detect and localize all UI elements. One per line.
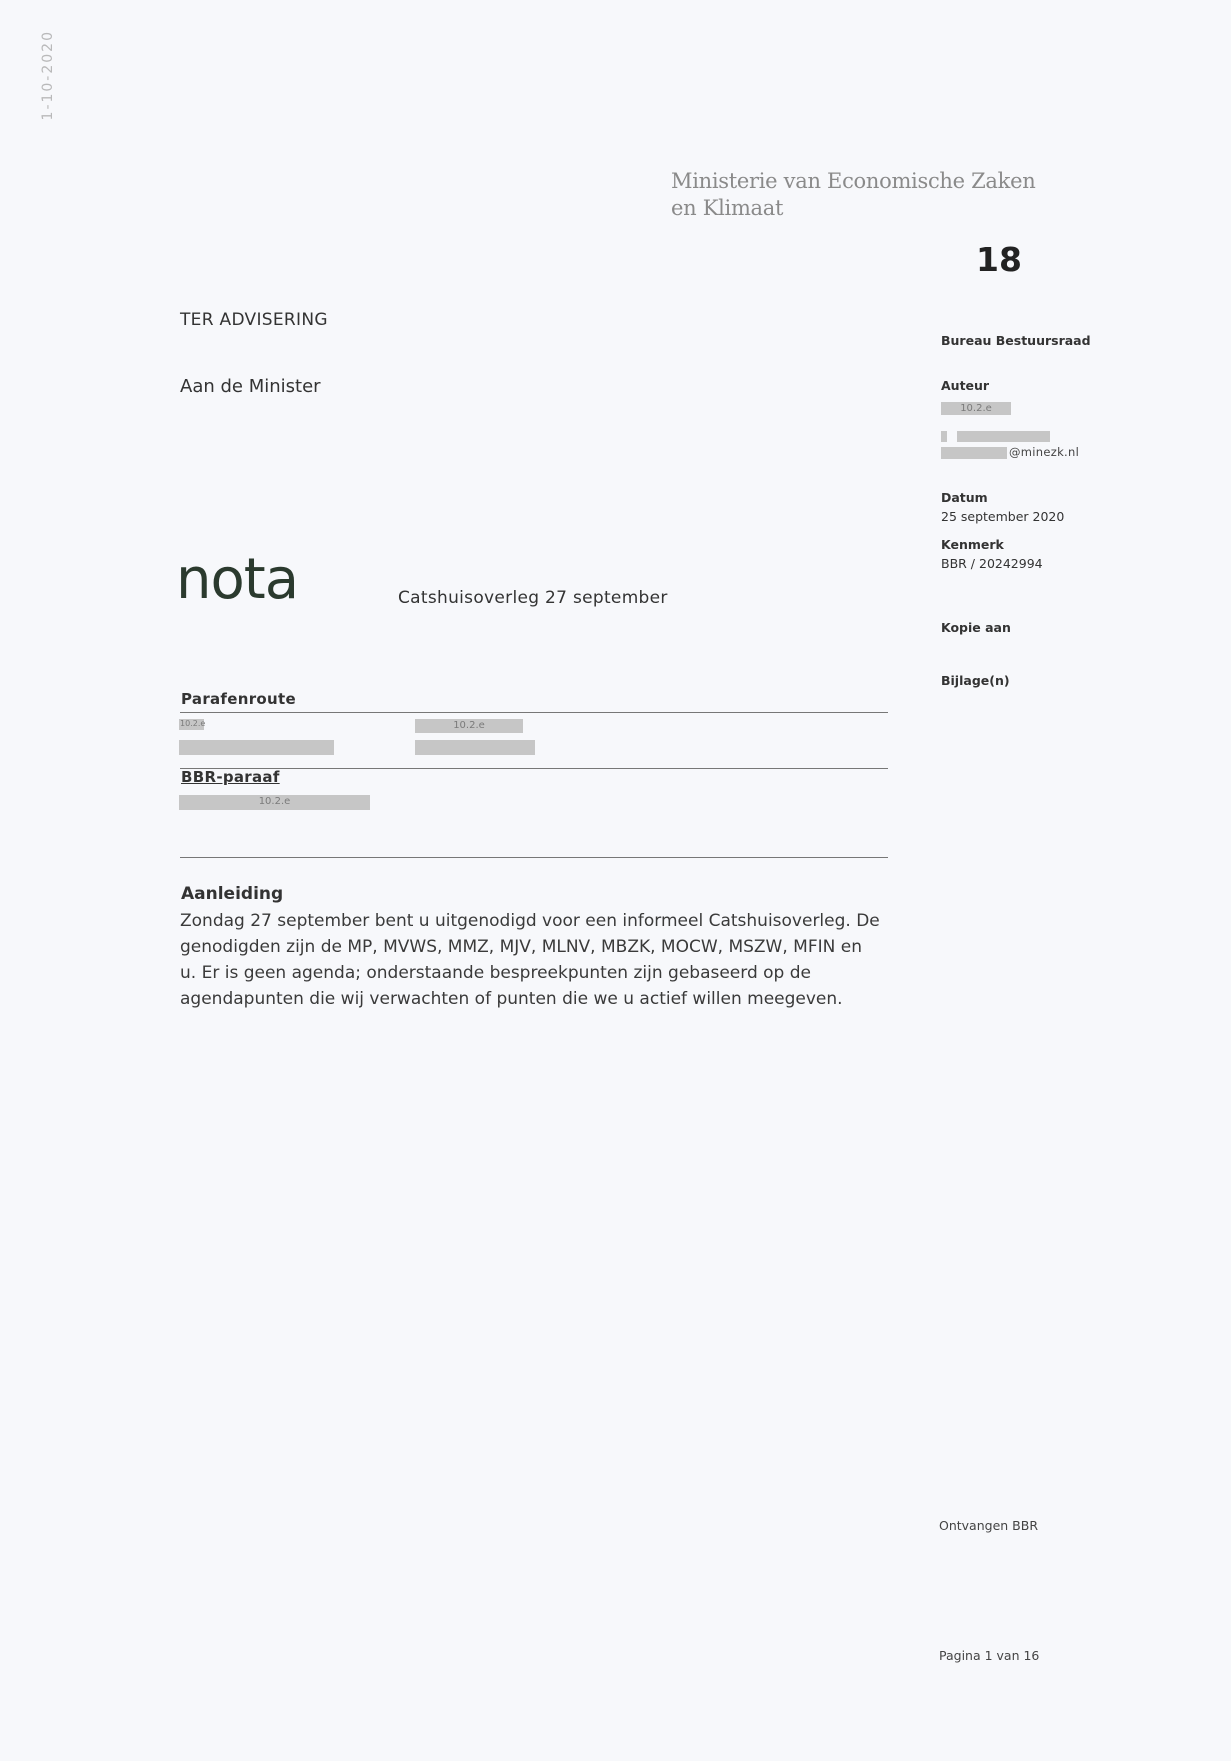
body-line: agendapunten die wij verwachten of punten die we u actief willen meegeven. bbox=[180, 989, 843, 1009]
received-stamp: Ontvangen BBR bbox=[939, 1518, 1038, 1533]
routing-bottom-rule bbox=[180, 857, 888, 858]
date-label: Datum bbox=[941, 490, 988, 505]
routing-redaction-c bbox=[179, 740, 334, 755]
body-line: genodigden zijn de MP, MVWS, MMZ, MJV, MLNV, MBZK, MOCW, MSZW, MFIN en bbox=[180, 937, 862, 957]
reference-label: Kenmerk bbox=[941, 537, 1004, 552]
document-type: nota bbox=[176, 547, 299, 612]
author-label: Auteur bbox=[941, 378, 990, 393]
routing-top-rule bbox=[180, 712, 888, 713]
body-line: Zondag 27 september bent u uitgenodigd voor een informeel Catshuisoverleg. De bbox=[180, 911, 880, 931]
body-line: u. Er is geen agenda; onderstaande bespreekpunten zijn gebaseerd op de bbox=[180, 963, 812, 983]
advisory-label: TER ADVISERING bbox=[180, 310, 328, 330]
recipient: Aan de Minister bbox=[180, 376, 321, 397]
routing-redaction-a: 10.2.e bbox=[180, 719, 206, 728]
routing-title: Parafenroute bbox=[181, 690, 296, 708]
copy-label: Kopie aan bbox=[941, 620, 1011, 635]
bbr-paraaf-title: BBR-paraaf bbox=[181, 768, 280, 786]
author-redaction: 10.2.e bbox=[941, 402, 1011, 415]
section-body bbox=[180, 908, 925, 1012]
attachments-label: Bijlage(n) bbox=[941, 673, 1010, 688]
department: Bureau Bestuursraad bbox=[941, 333, 1091, 348]
routing-redaction-d bbox=[415, 740, 535, 755]
section-heading: Aanleiding bbox=[181, 884, 284, 904]
margin-stamp: 1-10-2020 bbox=[40, 30, 56, 121]
phone-redaction bbox=[957, 431, 1050, 442]
subject: Catshuisoverleg 27 september bbox=[398, 588, 668, 608]
phone-redaction-mark bbox=[941, 431, 947, 442]
ministry-name-line1: Ministerie van Economische Zaken bbox=[671, 169, 1036, 193]
ministry-name-line2: en Klimaat bbox=[671, 196, 784, 220]
bbr-paraaf-redaction: 10.2.e bbox=[179, 795, 370, 810]
email-suffix: @minezk.nl bbox=[1009, 445, 1080, 459]
routing-redaction-b: 10.2.e bbox=[415, 719, 523, 733]
ministry-logo bbox=[671, 168, 1035, 222]
reference-value: BBR / 20242994 bbox=[941, 556, 1043, 571]
date-value: 25 september 2020 bbox=[941, 509, 1065, 524]
document-number: 18 bbox=[976, 240, 1022, 279]
email-redaction bbox=[941, 447, 1007, 459]
routing-mid-rule bbox=[180, 768, 888, 769]
page-number: Pagina 1 van 16 bbox=[939, 1648, 1040, 1663]
